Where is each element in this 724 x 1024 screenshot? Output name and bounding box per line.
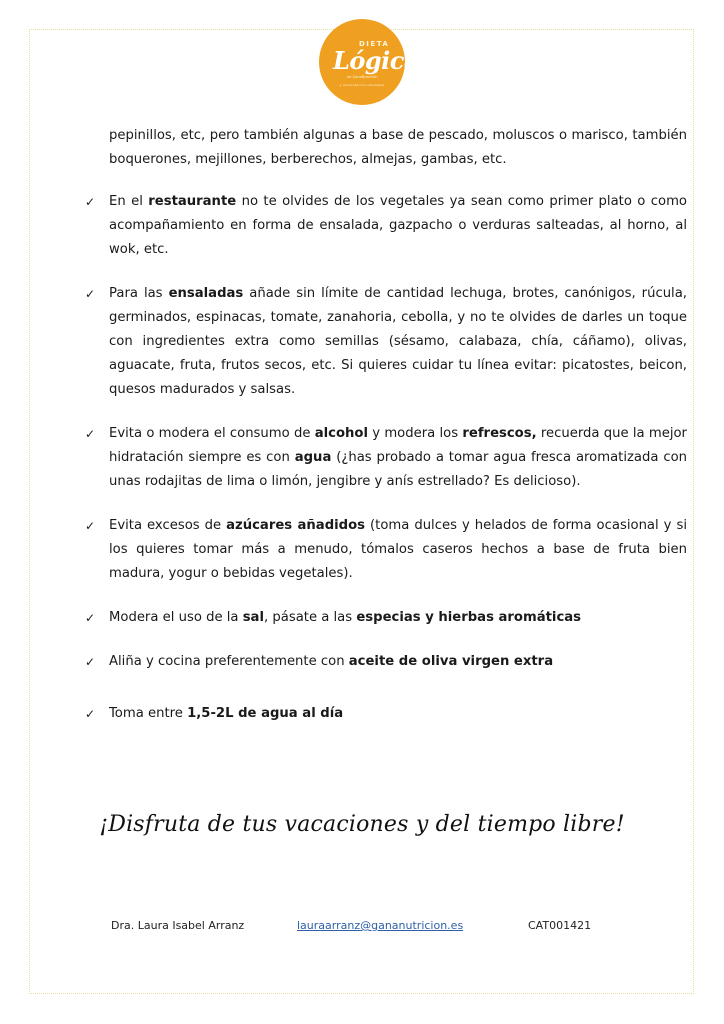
check-icon: ✓ bbox=[85, 611, 96, 625]
check-icon: ✓ bbox=[85, 195, 96, 209]
check-icon: ✓ bbox=[85, 519, 96, 533]
check-icon: ✓ bbox=[85, 427, 96, 441]
tip-text: y modera los bbox=[367, 426, 463, 441]
tip-text: Para las bbox=[109, 286, 169, 301]
tip-item bbox=[85, 650, 687, 674]
closing-message: ¡Disfruta de tus vacaciones y del tiempo libre! bbox=[99, 812, 625, 837]
tip-item bbox=[85, 190, 687, 262]
logo-main-text: Lógica bbox=[333, 46, 419, 75]
emphasis-text: azúcares añadidos bbox=[226, 518, 366, 533]
continuation-paragraph: pepinillos, etc, pero también algunas a base de pescado, moluscos o marisco, también boquerones, mejillones, berberechos, almejas, gambas, etc. bbox=[109, 128, 687, 167]
dieta-logica-logo bbox=[319, 19, 419, 105]
emphasis-text: restaurante bbox=[148, 194, 237, 209]
emphasis-text: sal bbox=[242, 610, 264, 625]
document-body bbox=[85, 124, 687, 726]
registration-code: CAT001421 bbox=[528, 919, 592, 932]
emphasis-text: agua bbox=[294, 450, 332, 465]
tip-item bbox=[85, 702, 687, 726]
tip-text: , pásate a las bbox=[263, 610, 357, 625]
tip-item bbox=[85, 282, 687, 402]
tip-text: añade sin límite de cantidad lechuga, brotes, canónigos, rúcula, germinados, espinacas, tomate, zanahoria, cebolla, y no te olvides de darles un toque con ingredientes extra como semillas (sésamo, calabaza, chía, cáñamo), olivas, aguacate, fruta, frutos secos, etc. Si quieres cuidar tu línea evitar: picatostes, beicon, quesos madurados y salsas. bbox=[109, 286, 687, 397]
tip-text: Evita excesos de bbox=[109, 518, 227, 533]
logo-by-text: de GanaNutrición bbox=[347, 75, 378, 79]
tip-item bbox=[85, 422, 687, 494]
emphasis-text: refrescos, bbox=[462, 426, 537, 441]
tip-text: (¿has probado a tomar agua fresca aromatizada con unas rodajitas de lima o limón, jengibre y anís estrellado? Es delicioso). bbox=[109, 450, 688, 489]
logo-arc-text: y alimentación saludable bbox=[339, 83, 385, 87]
logo-top-text: DIETA bbox=[359, 40, 390, 48]
tips-list bbox=[85, 190, 687, 726]
emphasis-text: especias y hierbas aromáticas bbox=[356, 610, 582, 625]
tip-text: recuerda que la mejor hidratación siempre es con bbox=[109, 426, 687, 465]
tip-item bbox=[85, 606, 687, 630]
emphasis-text: 1,5-2L de agua al día bbox=[187, 706, 344, 721]
tip-text: En el bbox=[109, 194, 149, 209]
check-icon: ✓ bbox=[85, 707, 96, 721]
tip-text: no te olvides de los vegetales ya sean como primer plato o como acompañamiento en forma de ensalada, gazpacho o verduras salteadas, al horno, al wok, etc. bbox=[109, 194, 688, 257]
tip-text: Evita o modera el consumo de bbox=[109, 426, 315, 441]
tip-text: Modera el uso de la bbox=[109, 610, 243, 625]
check-icon: ✓ bbox=[85, 655, 96, 669]
tip-text: Toma entre bbox=[109, 706, 188, 721]
author-email-link[interactable]: lauraarranz@gananutricion.es bbox=[297, 919, 464, 932]
tip-text: Aliña y cocina preferentemente con bbox=[109, 654, 349, 669]
tip-text: (toma dulces y helados de forma ocasional y si los quieres tomar más a menudo, tómalos caseros hechos a base de fruta bien madura, yogur o bebidas vegetales). bbox=[109, 518, 687, 581]
check-icon: ✓ bbox=[85, 287, 96, 301]
emphasis-text: ensaladas bbox=[168, 286, 244, 301]
emphasis-text: aceite de oliva virgen extra bbox=[348, 654, 554, 669]
tip-item bbox=[85, 514, 687, 586]
author-name: Dra. Laura Isabel Arranz bbox=[111, 919, 245, 932]
emphasis-text: alcohol bbox=[314, 426, 368, 441]
